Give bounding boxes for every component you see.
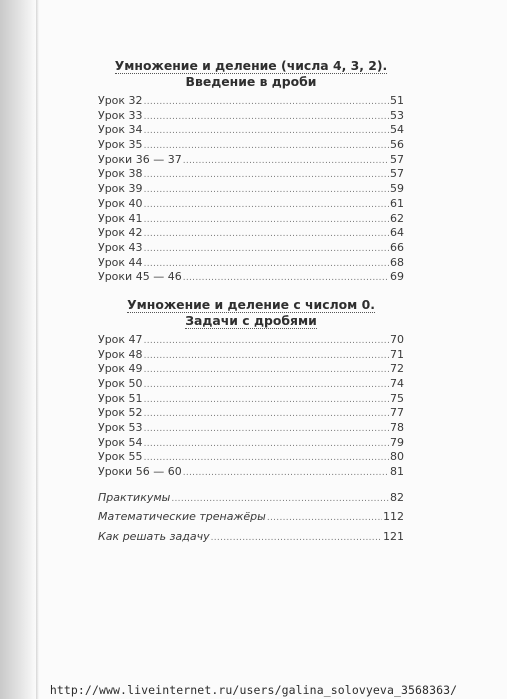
toc-entry-label: Математические тренажёры — [98, 510, 266, 524]
toc-entry-label: Урок 50 — [98, 377, 143, 390]
toc-entry-page: 68 — [390, 255, 404, 269]
toc-entry — [98, 182, 404, 197]
toc-entry-label: Урок 38 — [98, 167, 143, 181]
toc-entry — [98, 421, 404, 436]
section-2-title-line-1: Умножение и деление с числом 0. — [127, 296, 375, 312]
toc-entry — [98, 256, 404, 271]
toc-entry-page: 54 — [390, 123, 404, 137]
toc-entry — [98, 197, 404, 212]
dot-leader — [183, 466, 389, 481]
appendix-entries — [98, 488, 404, 547]
dot-leader — [144, 393, 389, 408]
toc-entry-page: 62 — [390, 211, 404, 225]
dot-leader — [144, 139, 389, 154]
toc-entry-page: 66 — [390, 240, 404, 254]
toc-entry-page: 77 — [390, 406, 404, 420]
toc-entry-label: Урок 42 — [98, 226, 143, 240]
toc-entry — [98, 123, 404, 138]
page-binding-shadow — [0, 0, 36, 699]
dot-leader — [211, 529, 382, 549]
toc-entry-label: Урок 35 — [98, 138, 143, 152]
toc-entry-page: 79 — [390, 435, 404, 449]
page-edge — [36, 0, 39, 699]
toc-entry-page: 64 — [390, 226, 404, 240]
toc-entry-label: Урок 33 — [98, 108, 143, 122]
dot-leader — [144, 183, 389, 198]
dot-leader — [144, 407, 389, 422]
toc-entry-page: 82 — [390, 490, 404, 504]
toc-entry — [98, 212, 404, 227]
section-2-title-line-2: Задачи с дробями — [185, 312, 317, 328]
dot-leader — [144, 168, 389, 183]
toc-entry — [98, 94, 404, 109]
toc-entry — [98, 348, 404, 363]
toc-entry — [98, 241, 404, 256]
toc-entry-label: Уроки 56 — 60 — [98, 465, 182, 479]
toc-entry-page: 59 — [390, 182, 404, 196]
dot-leader — [144, 124, 389, 139]
toc-entry-label: Урок 47 — [98, 332, 143, 346]
dot-leader — [144, 437, 389, 452]
toc-entry-label: Урок 48 — [98, 347, 143, 361]
dot-leader — [144, 349, 389, 364]
toc-entry — [98, 270, 404, 285]
dot-leader — [144, 110, 389, 125]
toc-entry-page: 121 — [383, 529, 404, 543]
section-1-title — [98, 58, 404, 90]
dot-leader — [144, 95, 389, 110]
dot-leader — [144, 213, 389, 228]
toc-entry-page: 57 — [390, 167, 404, 181]
toc-entry-page: 80 — [390, 450, 404, 464]
toc-entry-page: 69 — [390, 270, 404, 284]
toc-entry-page: 56 — [390, 138, 404, 152]
toc-entry — [98, 333, 404, 348]
section-1-title-line-2: Введение в дроби — [185, 74, 317, 89]
toc-entry-page: 72 — [390, 362, 404, 376]
toc-entry — [98, 465, 404, 480]
section-1-title-line-1: Умножение и деление (числа 4, 3, 2). — [114, 58, 388, 73]
dot-leader — [144, 242, 389, 257]
dot-leader — [144, 378, 389, 393]
source-url-watermark: http://www.liveinternet.ru/users/galina_solovyeva_3568363/ — [49, 683, 458, 697]
toc-entry-page: 81 — [390, 465, 404, 479]
toc-entry-label: Урок 51 — [98, 391, 143, 405]
toc-entry — [98, 527, 404, 547]
toc-entry — [98, 109, 404, 124]
toc-entry — [98, 436, 404, 451]
section-1-entries — [98, 94, 404, 285]
toc-entry-label: Урок 32 — [98, 94, 143, 107]
dot-leader — [183, 154, 389, 169]
dot-leader — [144, 363, 389, 378]
toc-entry-page: 70 — [390, 332, 404, 346]
toc-entry-label: Урок 39 — [98, 182, 143, 196]
dot-leader — [144, 198, 389, 213]
dot-leader — [144, 422, 389, 437]
toc-entry — [98, 362, 404, 377]
toc-entry-page: 51 — [390, 94, 404, 107]
dot-leader — [144, 257, 389, 272]
toc-entry — [98, 377, 404, 392]
toc-entry — [98, 406, 404, 421]
dot-leader — [144, 451, 389, 466]
toc-entry — [98, 226, 404, 241]
toc-entry-label: Урок 52 — [98, 406, 143, 420]
toc-entry-label: Урок 54 — [98, 435, 143, 449]
toc-entry-label: Урок 34 — [98, 123, 143, 137]
toc-entry — [98, 450, 404, 465]
dot-leader — [144, 227, 389, 242]
toc-entry-label: Практикумы — [98, 490, 171, 504]
toc-entry-label: Уроки 45 — 46 — [98, 270, 182, 284]
toc-entry-label: Урок 55 — [98, 450, 143, 464]
toc-entry-page: 57 — [390, 152, 404, 166]
toc-entry-page: 71 — [390, 347, 404, 361]
toc-entry-page: 112 — [383, 510, 404, 524]
toc-entry — [98, 507, 404, 527]
toc-entry-label: Уроки 36 — 37 — [98, 152, 182, 166]
toc-entry — [98, 167, 404, 182]
toc-entry-label: Урок 43 — [98, 240, 143, 254]
section-2-entries — [98, 333, 404, 480]
toc-entry-label: Урок 49 — [98, 362, 143, 376]
toc-entry-page: 61 — [390, 196, 404, 210]
dot-leader — [267, 509, 382, 529]
toc-entry-page: 74 — [390, 377, 404, 390]
dot-leader — [183, 271, 389, 286]
toc-entry-label: Урок 40 — [98, 196, 143, 210]
section-2-title — [98, 297, 404, 329]
toc-entry — [98, 138, 404, 153]
toc-entry — [98, 488, 404, 508]
toc-entry-label: Урок 44 — [98, 255, 143, 269]
toc-entry-label: Урок 53 — [98, 421, 143, 435]
toc-entry-label: Урок 41 — [98, 211, 143, 225]
toc-entry — [98, 153, 404, 168]
toc-entry-page: 75 — [390, 391, 404, 405]
toc-entry-page: 53 — [390, 108, 404, 122]
toc-entry-page: 78 — [390, 421, 404, 435]
table-of-contents — [98, 58, 404, 546]
dot-leader — [144, 334, 389, 349]
toc-entry — [98, 392, 404, 407]
toc-entry-label: Как решать задачу — [98, 529, 210, 543]
